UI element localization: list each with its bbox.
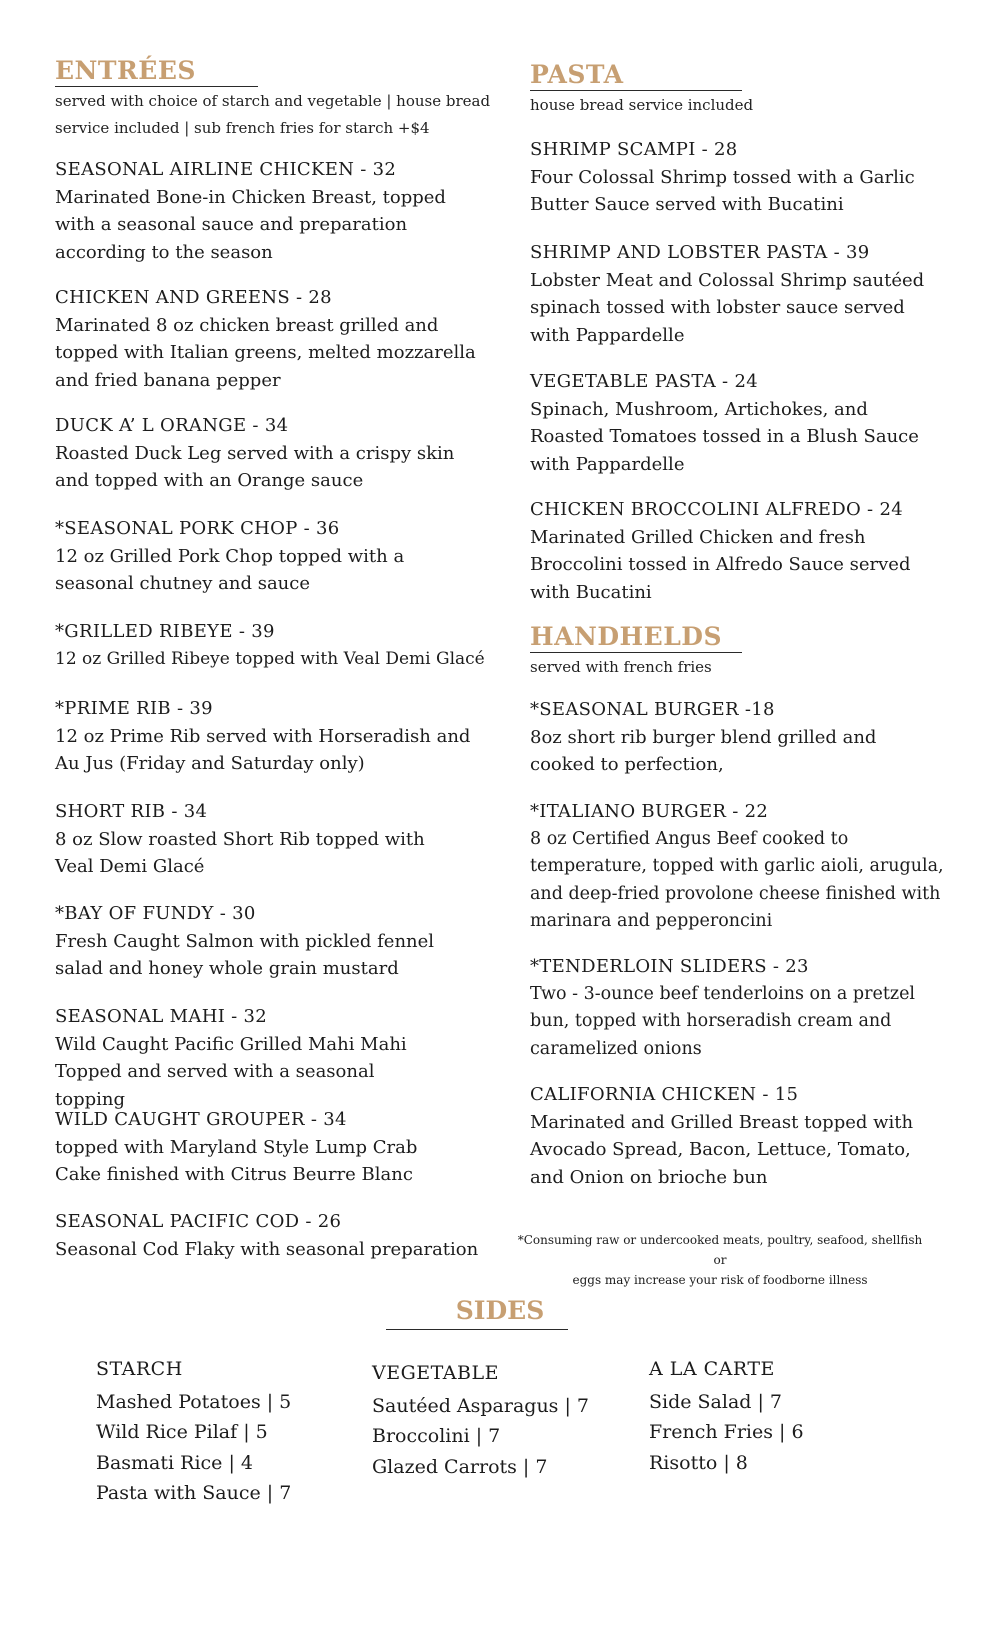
advisory-line: eggs may increase your risk of foodborne illness — [572, 1273, 868, 1287]
side-item: Broccolini | 7 — [372, 1425, 501, 1447]
menu-item-name: *SEASONAL BURGER -18 — [530, 699, 775, 720]
entrees-subtitle-line: served with choice of starch and vegetable | house bread — [55, 92, 491, 110]
menu-item — [530, 953, 955, 1063]
menu-item-description: Four Colossal Shrimp tossed with a Garlic Butter Sauce served with Bucatini — [530, 166, 915, 215]
menu-item — [530, 496, 955, 606]
menu-item — [55, 515, 485, 598]
menu-item-description: 8 oz Slow roasted Short Rib topped with Veal Demi Glacé — [55, 828, 425, 877]
menu-item-name: *GRILLED RIBEYE - 39 — [55, 621, 275, 642]
side-item: Glazed Carrots | 7 — [372, 1455, 548, 1478]
menu-item-name: CHICKEN BROCCOLINI ALFREDO - 24 — [530, 499, 903, 520]
menu-item-description: Marinated and Grilled Breast topped with Avocado Spread, Bacon, Lettuce, Tomato, and Onion on brioche bun — [530, 1111, 914, 1188]
menu-item-description: Lobster Meat and Colossal Shrimp sautéed spinach tossed with lobster sauce served with Pappardelle — [530, 269, 925, 346]
side-item: Sautéed Asparagus | 7 — [372, 1394, 589, 1417]
sides-starch-heading: STARCH — [96, 1358, 183, 1380]
menu-item-name: CALIFORNIA CHICKEN - 15 — [530, 1084, 799, 1105]
menu-item-name: WILD CAUGHT GROUPER - 34 — [55, 1109, 347, 1130]
menu-item — [55, 1003, 435, 1113]
side-item: Pasta with Sauce | 7 — [96, 1482, 292, 1504]
menu-item-name: SEASONAL MAHI - 32 — [55, 1006, 268, 1027]
menu-item-description: 8oz short rib burger blend grilled and cooked to perfection, — [530, 726, 877, 775]
sides-a-la-carte-column — [649, 1354, 899, 1478]
menu-item-description: 12 oz Prime Rib served with Horseradish and Au Jus (Friday and Saturday only) — [55, 725, 471, 774]
menu-item — [530, 136, 955, 219]
menu-item — [55, 798, 455, 881]
pasta-subtitle: house bread service included — [530, 96, 754, 114]
handhelds-subtitle: served with french fries — [530, 658, 712, 676]
menu-item-description: Two - 3-ounce beef tenderloins on a pretzel bun, topped with horseradish cream and caramelized onions — [530, 983, 916, 1059]
menu-item-description: 12 oz Grilled Ribeye topped with Veal Demi Glacé — [55, 648, 485, 669]
entrees-title-rule — [55, 86, 258, 87]
menu-item-name: VEGETABLE PASTA - 24 — [530, 371, 758, 392]
side-item: Mashed Potatoes | 5 — [96, 1390, 292, 1413]
menu-item — [55, 284, 485, 394]
menu-item — [55, 1208, 495, 1263]
sides-a-la-carte-heading: A LA CARTE — [649, 1358, 775, 1380]
advisory-line: *Consuming raw or undercooked meats, poultry, seafood, shellfish or — [517, 1233, 923, 1267]
sides-starch-column — [96, 1354, 346, 1509]
menu-item-name: SEASONAL AIRLINE CHICKEN - 32 — [55, 159, 397, 180]
entrees-subtitle-line: service included | sub french fries for starch +$4 — [55, 119, 430, 137]
menu-item — [530, 239, 930, 349]
side-item: Wild Rice Pilaf | 5 — [96, 1421, 268, 1443]
menu-item-name: SHRIMP SCAMPI - 28 — [530, 139, 738, 160]
menu-item-description: topped with Maryland Style Lump Crab Cake finished with Citrus Beurre Blanc — [55, 1136, 418, 1185]
menu-item — [530, 1081, 930, 1191]
sides-vegetable-heading: VEGETABLE — [372, 1362, 499, 1384]
side-item: Basmati Rice | 4 — [96, 1451, 253, 1474]
side-item: Side Salad | 7 — [649, 1390, 783, 1413]
sides-title-rule — [386, 1329, 568, 1330]
menu-item-name: CHICKEN AND GREENS - 28 — [55, 287, 332, 308]
menu-item — [55, 695, 485, 778]
menu-item-name: *BAY OF FUNDY - 30 — [55, 903, 256, 924]
handhelds-title-rule — [530, 652, 742, 653]
entrees-title: ENTRÉES — [55, 56, 196, 85]
menu-item — [530, 696, 945, 779]
menu-item-name: *ITALIANO BURGER - 22 — [530, 801, 769, 822]
menu-item — [530, 798, 970, 936]
menu-item — [530, 368, 930, 478]
menu-item-description: Marinated 8 oz chicken breast grilled and topped with Italian greens, melted mozzarella and fried banana pepper — [55, 314, 476, 391]
menu-item-description: Seasonal Cod Flaky with seasonal preparation — [55, 1238, 479, 1260]
pasta-title-rule — [530, 90, 742, 91]
menu-item-name: SHRIMP AND LOBSTER PASTA - 39 — [530, 242, 870, 263]
menu-item — [55, 1106, 455, 1189]
menu-item-description: 12 oz Grilled Pork Chop topped with a seasonal chutney and sauce — [55, 545, 405, 594]
menu-item-name: DUCK A’ L ORANGE - 34 — [55, 415, 289, 436]
menu-item-description: Spinach, Mushroom, Artichokes, and Roasted Tomatoes tossed in a Blush Sauce with Pappardelle — [530, 398, 919, 475]
menu-item-name: SHORT RIB - 34 — [55, 801, 208, 822]
menu-item-name: *PRIME RIB - 39 — [55, 698, 213, 719]
food-safety-advisory — [510, 1230, 930, 1290]
entrees-subtitle — [55, 88, 495, 142]
menu-item-description: Marinated Bone-in Chicken Breast, topped with a seasonal sauce and preparation according to the season — [55, 186, 446, 263]
menu-item-description: Fresh Caught Salmon with pickled fennel salad and honey whole grain mustard — [55, 930, 435, 979]
menu-item-description: Wild Caught Pacific Grilled Mahi Mahi Topped and served with a seasonal topping — [55, 1033, 407, 1110]
side-item: French Fries | 6 — [649, 1421, 804, 1443]
sides-title: SIDES — [455, 1296, 545, 1325]
menu-item — [55, 412, 485, 495]
menu-item — [55, 618, 495, 673]
side-item: Risotto | 8 — [649, 1451, 748, 1474]
menu-item-name: SEASONAL PACIFIC COD - 26 — [55, 1211, 342, 1232]
menu-item — [55, 900, 465, 983]
menu-item — [55, 156, 485, 266]
menu-item-name: *TENDERLOIN SLIDERS - 23 — [530, 956, 809, 977]
sides-vegetable-column — [372, 1358, 632, 1482]
pasta-title: PASTA — [530, 60, 624, 89]
menu-item-description: Marinated Grilled Chicken and fresh Broccolini tossed in Alfredo Sauce served with Bucatini — [530, 526, 911, 603]
menu-item-description: 8 oz Certified Angus Beef cooked to temperature, topped with garlic aioli, arugula, and deep-fried provolone cheese finished with marinara and pepperoncini — [530, 828, 944, 931]
menu-item-name: *SEASONAL PORK CHOP - 36 — [55, 518, 340, 539]
handhelds-title: HANDHELDS — [530, 622, 723, 651]
menu-item-description: Roasted Duck Leg served with a crispy skin and topped with an Orange sauce — [55, 442, 455, 491]
